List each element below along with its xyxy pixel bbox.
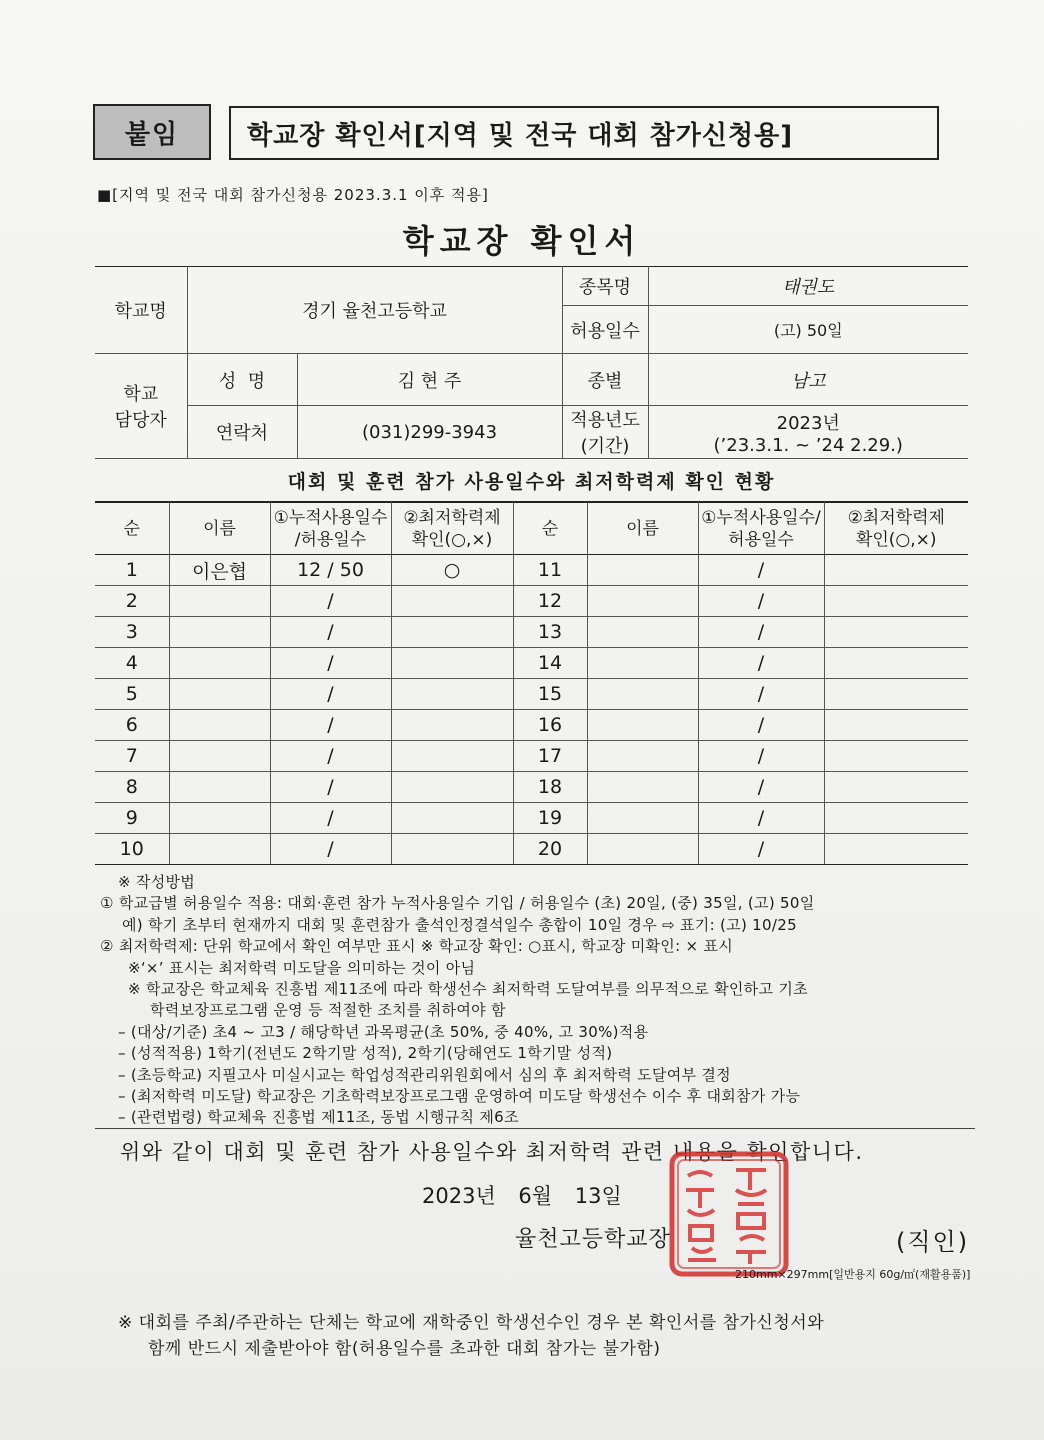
col-check-right-line2: 확인(○,×) (855, 529, 937, 550)
row-days: / (698, 710, 824, 741)
row-name (587, 710, 698, 741)
table-row (95, 586, 968, 617)
footer-note (118, 1310, 824, 1362)
name-label: 성 명 (187, 354, 297, 406)
table-row (95, 710, 968, 741)
year-value-line1: 2023년 (776, 412, 840, 434)
contact-label: 연락처 (187, 406, 297, 459)
row-no: 4 (95, 648, 169, 679)
detail-2: – (성적적용) 1학기(전년도 2학기말 성적), 2학기(당해연도 1학기말 성적) (118, 1044, 613, 1063)
row-check (824, 586, 968, 617)
detail-4: – (최저학력 미도달) 학교장은 기초학력보장프로그램 운영하여 미도달 학생선수 이수 후 대회참가 가능 (118, 1087, 801, 1106)
row-name (169, 710, 270, 741)
row-no: 16 (513, 710, 587, 741)
row-name: 이은협 (169, 555, 270, 586)
event-label: 종목명 (562, 267, 648, 306)
list-section-title: 대회 및 훈련 참가 사용일수와 최저학력제 확인 현황 (95, 459, 968, 502)
row-days: / (698, 741, 824, 772)
row-name (587, 803, 698, 834)
row-name (169, 617, 270, 648)
col-days (270, 503, 391, 555)
row-check (824, 834, 968, 865)
row-days: / (270, 648, 391, 679)
row-check (824, 741, 968, 772)
table-row (95, 679, 968, 710)
year-label-line1: 적용년도 (570, 410, 640, 431)
footer-line-2: 함께 반드시 제출받아야 함(허용일수를 초과한 대회 참가는 불가함) (148, 1339, 661, 1359)
detail-1: – (대상/기준) 초4 ~ 고3 / 해당학년 과목평균(초 50%, 중 40%, 고 30%)적용 (118, 1022, 649, 1041)
row-days: / (270, 710, 391, 741)
row-name (587, 648, 698, 679)
row-name (587, 834, 698, 865)
row-days: / (698, 555, 824, 586)
row-days: / (698, 617, 824, 648)
note-1: ① 학교급별 허용일수 적용: 대회·훈련 참가 누적사용일수 기입 / 허용일수 (초) 20일, (중) 35일, (고) 50일 (100, 894, 815, 913)
row-days: / (270, 679, 391, 710)
row-check (824, 772, 968, 803)
row-days: / (270, 617, 391, 648)
school-value: 경기 율천고등학교 (187, 267, 562, 354)
row-days: / (698, 586, 824, 617)
col-check-right-line1: ②최저학력제 (847, 507, 945, 528)
category-value: 남고 (648, 354, 968, 406)
row-name (169, 772, 270, 803)
row-days: / (270, 741, 391, 772)
row-check (391, 648, 513, 679)
year-value (648, 406, 968, 459)
days-value: (고) 50일 (648, 306, 968, 354)
row-no: 7 (95, 741, 169, 772)
row-name (169, 803, 270, 834)
col-days-line2: /허용일수 (294, 529, 367, 550)
row-name (169, 648, 270, 679)
row-name (169, 586, 270, 617)
detail-3: – (초등학교) 지필고사 미실시교는 학업성적관리위원회에서 심의 후 최저학력 도달여부 결정 (118, 1065, 731, 1084)
row-check (391, 679, 513, 710)
row-check (391, 710, 513, 741)
row-no: 9 (95, 803, 169, 834)
row-check (824, 617, 968, 648)
row-days: / (270, 834, 391, 865)
row-name (587, 555, 698, 586)
row-name (169, 741, 270, 772)
col-days-line1: ①누적사용일수 (273, 507, 388, 528)
col-no-right: 순 (513, 503, 587, 555)
row-check (824, 710, 968, 741)
row-no: 19 (513, 803, 587, 834)
row-no: 20 (513, 834, 587, 865)
col-days-right (698, 503, 824, 555)
page-title: 학교장 확인서 (402, 222, 642, 260)
note-2: ② 최저학력제: 단위 학교에서 확인 여부만 표시 ※ 학교장 확인: ○표시, 학교장 미확인: × 표시 (100, 937, 734, 956)
col-name: 이름 (169, 503, 270, 555)
row-no: 12 (513, 586, 587, 617)
row-no: 11 (513, 555, 587, 586)
confirmation-date: 2023년 6월 13일 (422, 1184, 622, 1208)
row-no: 18 (513, 772, 587, 803)
row-check (391, 586, 513, 617)
row-no: 6 (95, 710, 169, 741)
note-2c: 학력보장프로그램 운영 등 적절한 조치를 취하여야 함 (150, 1001, 506, 1020)
row-check (391, 617, 513, 648)
document-heading: 학교장 확인서[지역 및 전국 대회 참가신청용] (229, 106, 939, 160)
row-check (824, 648, 968, 679)
attachment-badge: 붙임 (93, 104, 211, 160)
note-2a: ※‘×’ 표시는 최저학력 미도달을 의미하는 것이 아님 (128, 958, 476, 977)
row-check (824, 555, 968, 586)
detail-5: – (관련법령) 학교체육 진흥법 제11조, 동법 시행규칙 제6조 (118, 1108, 519, 1127)
row-check: ○ (391, 555, 513, 586)
row-check (391, 834, 513, 865)
row-name (587, 617, 698, 648)
row-no: 8 (95, 772, 169, 803)
contact-value: (031)299-3943 (297, 406, 562, 459)
row-no: 14 (513, 648, 587, 679)
table-row (95, 648, 968, 679)
divider (95, 1128, 975, 1129)
row-no: 17 (513, 741, 587, 772)
row-name (169, 679, 270, 710)
instructions (100, 872, 980, 1129)
row-days: / (698, 648, 824, 679)
col-name-right: 이름 (587, 503, 698, 555)
footer-line-1: ※ 대회를 주최/주관하는 단체는 학교에 재학중인 학생선수인 경우 본 확인서를 참가신청서와 (118, 1313, 825, 1333)
row-no: 15 (513, 679, 587, 710)
row-days: / (698, 772, 824, 803)
table-row (95, 617, 968, 648)
row-no: 2 (95, 586, 169, 617)
name-value: 김 현 주 (297, 354, 562, 406)
row-days: / (698, 803, 824, 834)
row-no: 1 (95, 555, 169, 586)
row-name (587, 772, 698, 803)
row-check (824, 679, 968, 710)
row-name (587, 586, 698, 617)
note-2b: ※ 학교장은 학교체육 진흥법 제11조에 따라 학생선수 최저학력 도달여부를 의무적으로 확인하고 기초 (128, 980, 808, 999)
confirmation-statement: 위와 같이 대회 및 훈련 참가 사용일수와 최저학력 관련 내용을 확인합니다. (120, 1140, 864, 1164)
col-check-line2: 확인(○,×) (411, 529, 493, 550)
manager-label-line1: 학교 (123, 384, 159, 405)
event-value: 태권도 (648, 267, 968, 306)
info-table (95, 266, 968, 502)
row-days: / (270, 803, 391, 834)
note-1-example: 예) 학기 초부터 현재까지 대회 및 훈련참가 출석인정결석일수 총합이 10일 경우 ⇨ 표기: (고) 10/25 (122, 915, 797, 934)
row-days: / (698, 834, 824, 865)
principal-name: 율천고등학교장 (515, 1227, 671, 1252)
year-value-line2: (’23.3.1. ~ ’24 2.29.) (713, 434, 903, 456)
row-no: 13 (513, 617, 587, 648)
year-label-line2: (기간) (580, 436, 630, 457)
row-no: 5 (95, 679, 169, 710)
year-label (562, 406, 648, 459)
col-no: 순 (95, 503, 169, 555)
row-no: 3 (95, 617, 169, 648)
col-days-right-line1: ①누적사용일수/ (701, 507, 821, 528)
manager-label (95, 354, 187, 459)
row-name (169, 834, 270, 865)
participation-table (95, 502, 968, 865)
official-seal-icon (666, 1148, 792, 1280)
row-name (587, 679, 698, 710)
row-check (824, 803, 968, 834)
row-days: / (270, 586, 391, 617)
seal-mark-label: (직인) (896, 1228, 970, 1256)
table-row (95, 555, 968, 586)
row-check (391, 803, 513, 834)
table-row (95, 741, 968, 772)
col-days-right-line2: 허용일수 (728, 529, 794, 550)
row-no: 10 (95, 834, 169, 865)
row-days: / (698, 679, 824, 710)
days-label: 허용일수 (562, 306, 648, 354)
table-row (95, 834, 968, 865)
col-check (391, 503, 513, 555)
row-days: / (270, 772, 391, 803)
application-note: ■[지역 및 전국 대회 참가신청용 2023.3.1 이후 적용] (97, 186, 489, 204)
table-row (95, 803, 968, 834)
school-label: 학교명 (95, 267, 187, 354)
category-label: 종별 (562, 354, 648, 406)
paper-spec: 210mm×297mm[일반용지 60g/㎡(재활용품)] (735, 1268, 971, 1281)
manager-label-line2: 담당자 (114, 410, 167, 431)
row-days: 12 / 50 (270, 555, 391, 586)
col-check-right (824, 503, 968, 555)
row-check (391, 741, 513, 772)
col-check-line1: ②최저학력제 (403, 507, 501, 528)
row-check (391, 772, 513, 803)
notes-heading: ※ 작성방법 (118, 873, 196, 891)
table-row (95, 772, 968, 803)
row-name (587, 741, 698, 772)
